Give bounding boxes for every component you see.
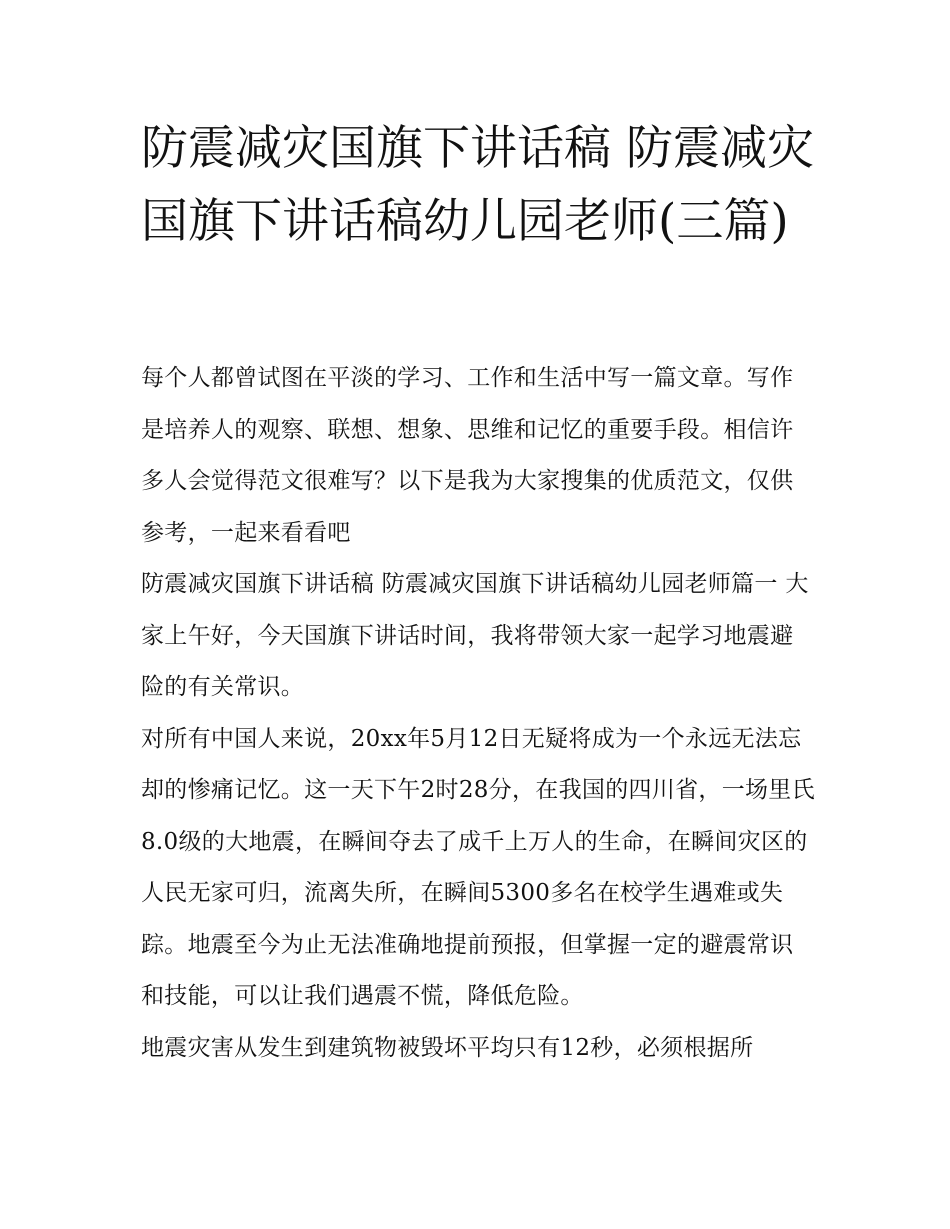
paragraph-intro: 每个人都曾试图在平淡的学习、工作和生活中写一篇文章。写作是培养人的观察、联想、想象、思维和记忆的重要手段。相信许多人会觉得范文很难写？以下是我为大家搜集的优质范文，仅供参考，一起来看看吧 — [141, 365, 794, 546]
document-body — [141, 353, 815, 1074]
paragraph-speech-opening: 防震减灾国旗下讲话稿 防震减灾国旗下讲话稿幼儿园老师篇一 大家上午好，今天国旗下讲话时间，我将带领大家一起学习地震避险的有关常识。 — [141, 571, 809, 700]
paragraph-disaster-timing: 地震灾害从发生到建筑物被毁坏平均只有12秒，必须根据所 — [141, 1034, 754, 1061]
document-title: 防震减灾国旗下讲话稿 防震减灾国旗下讲话稿幼儿园老师(三篇) — [141, 121, 814, 249]
paragraph-earthquake-memory: 对所有中国人来说，20xx年5月12日无疑将成为一个永远无法忘却的惨痛记忆。这一天下午2时28分，在我国的四川省，一场里氏8.0级的大地震，在瞬间夺去了成千上万人的生命，在瞬间灾区的人民无家可归，流离失所，在瞬间5300多名在校学生遇难或失踪。地震至今为止无法准确地提前预报，但掌握一定的避震常识和技能，可以让我们遇震不慌，降低危险。 — [141, 725, 815, 1009]
